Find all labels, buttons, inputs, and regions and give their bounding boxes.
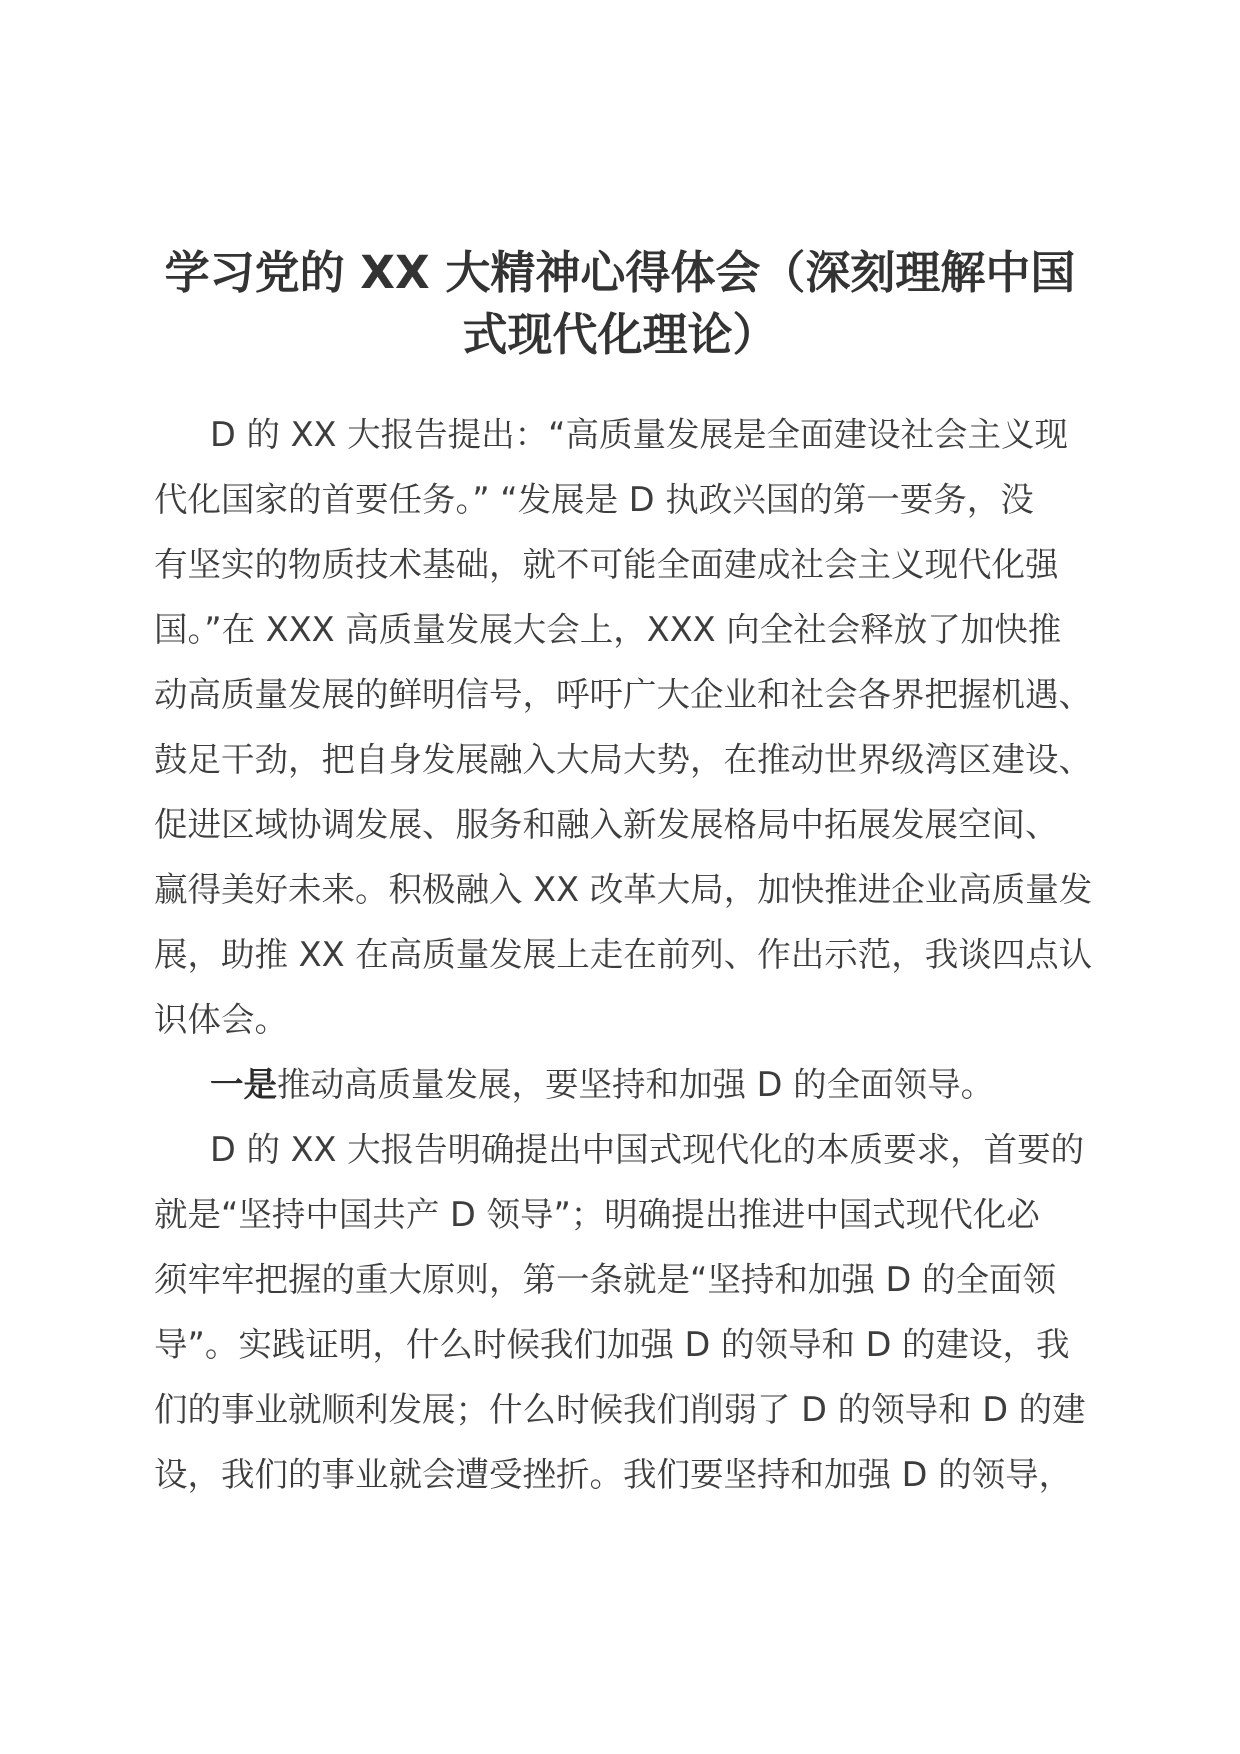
paragraph-line: 有坚实的物质技术基础，就不可能全面建成社会主义现代化强 <box>154 545 1059 584</box>
point-lead: 一是 <box>210 1065 277 1104</box>
paragraph-line: 代化国家的首要任务。” “发展是 D 执政兴国的第一要务，没 <box>154 480 1034 519</box>
paragraph-point-one <box>154 1052 1090 1117</box>
paragraph-line: 促进区域协调发展、服务和融入新发展格局中拓展发展空间、 <box>154 805 1059 844</box>
paragraph-line: D 的 XX 大报告明确提出中国式现代化的本质要求，首要的 <box>210 1130 1085 1169</box>
paragraph-line: D 的 XX 大报告提出：“高质量发展是全面建设社会主义现 <box>210 415 1068 454</box>
paragraph-line: 展，助推 XX 在高质量发展上走在前列、作出示范，我谈四点认 <box>154 935 1093 974</box>
document-body <box>154 402 1093 1507</box>
paragraph-line <box>154 1052 1090 1117</box>
title-line-2: 式现代化理论） <box>462 308 778 361</box>
paragraph-line: 鼓足干劲，把自身发展融入大局大势，在推动世界级湾区建设、 <box>154 740 1092 779</box>
paragraph-line: 们的事业就顺利发展；什么时候我们削弱了 D 的领导和 D 的建 <box>154 1390 1086 1429</box>
paragraph-line: 国。”在 XXX 高质量发展大会上，XXX 向全社会释放了加快推 <box>154 610 1062 649</box>
paragraph-point-one-detail <box>154 1117 1090 1507</box>
paragraph-line: 导”。实践证明，什么时候我们加强 D 的领导和 D 的建设，我 <box>154 1325 1070 1364</box>
paragraph-line: 动高质量发展的鲜明信号，呼吁广大企业和社会各界把握机遇、 <box>154 675 1092 714</box>
paragraph-line: 设，我们的事业就会遭受挫折。我们要坚持和加强 D 的领导， <box>154 1455 1073 1494</box>
paragraph-intro <box>154 402 1093 1052</box>
point-text: 推动高质量发展，要坚持和加强 D 的全面领导。 <box>277 1065 995 1104</box>
document-title <box>150 242 1090 366</box>
paragraph-line: 识体会。 <box>154 1000 288 1039</box>
title-line-1: 学习党的 XX 大精神心得体会（深刻理解中国 <box>164 246 1076 299</box>
paragraph-line: 须牢牢把握的重大原则，第一条就是“坚持和加强 D 的全面领 <box>154 1260 1056 1299</box>
paragraph-line: 赢得美好未来。积极融入 XX 改革大局，加快推进企业高质量发 <box>154 870 1093 909</box>
paragraph-line: 就是“坚持中国共产 D 领导”；明确提出推进中国式现代化必 <box>154 1195 1040 1234</box>
